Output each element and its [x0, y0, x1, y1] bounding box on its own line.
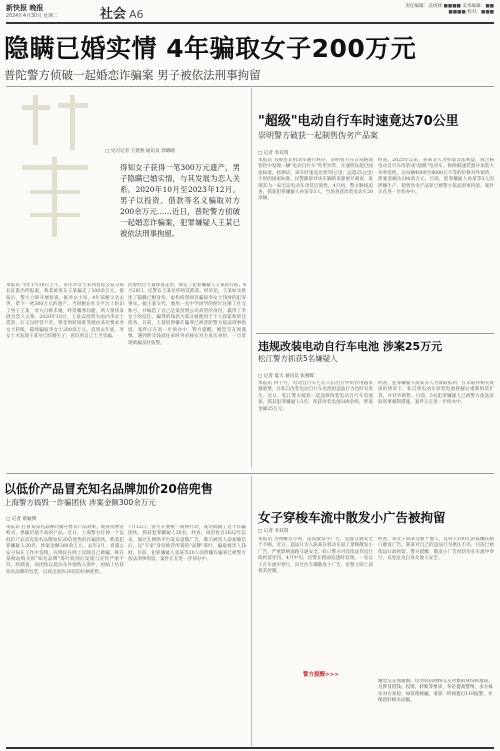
story5-byline: □ 记者 李双琪: [258, 529, 289, 534]
editor-line-1: 责任编辑：吴扬扬 ■■■■ 美术编辑：■■: [405, 4, 494, 9]
story3-subheadline: 松江警方抓获5名嫌疑人: [258, 354, 338, 363]
story2-headline: "超级"电动自行车时速竟达70公里: [258, 114, 459, 129]
police-tip-title: 警方提醒>>>: [303, 672, 339, 678]
story4-headline: 以低价产品冒充知名品牌加价20倍兜售: [4, 482, 213, 496]
story4-body-col2: 7月12日，警方开展统一收网行动，成功捣毁了这个诈骗团伙，抓获犯罪嫌疑人20名。经查，该团伙自2022年以来，通过在网络平台发布虚假广告，吸引被害人添加微信后，以"专家"身份推荐所谓的"品牌"茶叶，骗取被害人钱财。目前，犯罪嫌疑人张某等20人因涉嫌诈骗罪已被警方依法刑事拘留，案件正在进一步侦办中。: [128, 525, 246, 563]
headline-divider: [6, 86, 494, 87]
story2-body-col1: 本报讯 为规范非机动车通行秩序，崇明警方在日常路面管控中发现一辆"电动自行车"外形异常，车速明显超过国家标准。经测试，该车时速竟达到70公里，远超25公里/小时的国家标准。民警随即对该车辆的来源展开调查，发现其为一家无证电动车改装店销售。4月初，警方顺线追查，抓获犯罪嫌疑人孙某等3人，当场查获改装电动车20余辆。: [258, 158, 373, 202]
issue-date: 2024年4月30日 星期二: [6, 14, 58, 19]
footer-rule: [6, 747, 494, 749]
police-tip-body: 婚恋交友须谨慎，切勿轻信网络交友对象的身份和承诺。凡涉及借钱、投资、转账等要求，务必提高警惕，多方核实对方身份。如发现被骗，请第一时间拨打110报警，并保留好相关证据。: [378, 679, 493, 704]
story2-byline: □ 记者 李双琪: [258, 151, 289, 156]
decorative-pattern-icon: [20, 95, 95, 245]
story2-subheadline: 崇明警方破获一起制售伪劣产品案: [258, 131, 378, 140]
main-lead: 得知女子获得一笔300万元遗产，男子隐瞒已婚实情，与其发展为恋人关系。2020年10月至2023年12月，男子以投资、借款等名义骗取对方200余万元……近日，普陀警方侦破一起婚恋诈骗案，犯罪嫌疑人王某已被依法刑事拘留。: [120, 163, 240, 238]
column-divider-lower: [251, 476, 252, 746]
decorative-graphic: [20, 95, 95, 245]
main-body-col1: 本报讯 今年1月19日上午，市民李女士来到普陀公安分局长征派出所报案，称其被男友王某骗走了200余万元。接报后，警方立即开展侦查。据李女士说，4年前她父亲去世，留下一笔300万元的遗产。当时她在社交平台上结识了男子王某，对方自称未婚，经常嘘寒问暖，两人很快发展为恋人关系。2020年10月，王某以投资为由向李女士借款，后又以经营不善、资金周转困难等理由多次要求李女士转账，陆续骗取李女士200余万元。直到去年底，李女士才发现王某早已结婚生子，意识到自己上当受骗。: [6, 283, 124, 340]
column-divider: [251, 88, 252, 468]
story4-subheadline: 上海警方捣毁一诈骗团伙 涉案金额300余万元: [4, 498, 156, 507]
story3-byline: □ 记者 夏天 通讯员 张燕晖: [258, 374, 315, 379]
editor-line-2: ■■■■ 校对：■■■: [448, 10, 494, 15]
main-body-col2: 民警经过大量排查走访，锁定了犯罪嫌疑人王某的行踪。4月28日，民警在王某住所将其抓获。经审讯，王某如实供述了隐瞒已婚身份、虚构投资项目骗取李女士钱财的犯罪事实。据王某交代，他用一名中学同学的照片注册了社交账号，并编造了自己是某投资公司高管的身份，赢得了李女士的信任。骗得的钱款大部分被他用于个人挥霍和偿还债务。目前，王某因涉嫌诈骗罪已被普陀警方依法刑事拘留，案件正在进一步侦办中。警方提醒，婚恋交友须谨慎，遇到涉及钱款往来时务必核实对方真实身份，一旦发现被骗及时报警。: [128, 283, 246, 346]
story5-body-col2: 经查，该女子陈某受雇于他人，以每天100元的报酬在路口散发广告。陈某对自己的违法行为供认不讳，目前已被依法行政拘留。警方提醒：散发小广告时切勿在车流中穿行，以免危及自身及他人安全。: [378, 537, 494, 562]
mid-divider: [6, 473, 494, 474]
newspaper-brand: 新快报 晚报: [6, 4, 44, 12]
section-name: 社会: [100, 7, 127, 22]
story3-body-col2: 经查，犯罪嫌疑人徐某等人为谋取私利，在未取得相关资质的情况下，私自将电动车原装电池拆解后重新组装扩容，并对外销售。目前，5名犯罪嫌疑人已被警方依法采取刑事强制措施，案件正在进一步侦办中。: [378, 381, 494, 406]
story3-body-col1: 本报讯 四个月，电动自行车已在人们出行中的作用越来越重要，在私自改装电动自行车电池的违法行为也时有发生。近日，松江警方破获一起违规改装电动自行车电池案，抓获犯罪嫌疑人5名，查获改装电池300余组，涉案金额25万元。: [258, 381, 373, 412]
story3-headline: 违规改装电动自行车电池 涉案25万元: [258, 340, 443, 353]
story4-body-col1: 本报讯 打着某知名品牌的旗号售卖产品效果，使得消费者购买、诱骗价值不高的产品。近日，上海警方打掉一个以低价产品冒充知名品牌加价20倍兜售的诈骗团伙，抓获犯罪嫌疑人20名，涉案金额300余万元。去年2月，青浦公安分局在工作中发现，有网民在网上反映自己被骗，称在某网站购买的"知名品牌"茶叶收到后发现与宣传严重不符。经调查，该团伙以低价从外地购入茶叶，再贴上仿冒知名品牌的包装，以高出原价20倍的价格兜售。: [6, 525, 124, 575]
page-number: A6: [129, 8, 144, 21]
editor-credits: [405, 4, 494, 16]
main-headline: 隐瞒已婚实情 4年骗取女子200万元: [4, 34, 417, 63]
main-subheadline: 普陀警方侦破一起婚恋诈骗案 男子被依法刑事拘留: [4, 68, 261, 82]
story2-body-col2: 经查，2023年以来，孙某等人为牟取非法利益，将合格电动自行车改装成"超级"电动车，拆除限速装置并加装大功率电机，以每辆4000至8000元不等的价格对外销售，涉案金额达100余万元。目前，犯罪嫌疑人孙某等3人因涉嫌生产、销售伪劣产品罪已被警方依法刑事拘留，案件正在进一步侦办中。: [378, 158, 494, 196]
story5-headline: 女子穿梭车流中散发小广告被拘留: [258, 510, 446, 525]
story4-byline: □ 记者 蔡颖博: [6, 517, 37, 522]
main-byline: □ 见习记者 王建然 通讯员 郭晴晴: [105, 149, 175, 154]
story5-body-col1: 本报讯 为图赚点小利，违法散发小广告，竟置交通安全于不顾。近日，违法行为人陈某在机动车道上穿梭散发小广告，严重影响道路交通安全。虹口警方对其依法作出行政拘留处罚。4月中旬，民警在路面巡逻时发现，一名女子在车流中穿行，向过往车辆散发小广告，民警立即上前将其控制。: [258, 537, 373, 575]
story2-divider: [256, 333, 494, 334]
header-rule: [6, 22, 494, 24]
section-title: [100, 3, 144, 22]
